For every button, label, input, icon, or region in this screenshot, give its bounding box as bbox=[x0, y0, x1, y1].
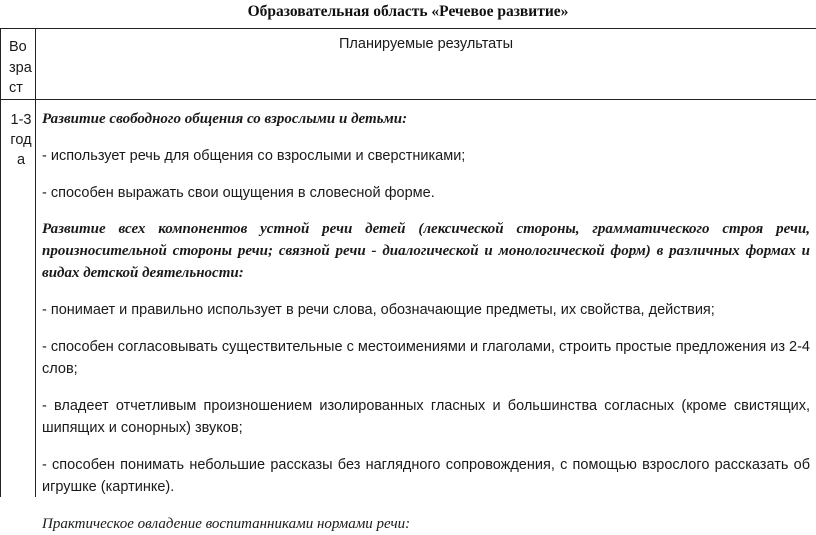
table-border-top bbox=[0, 28, 816, 29]
result-item: - способен выражать свои ощущения в словесной форме. bbox=[42, 185, 435, 201]
section-heading: Практическое овладение воспитанниками нормами речи: bbox=[42, 516, 411, 532]
row-results-cell bbox=[42, 108, 810, 535]
header-age-line: зра bbox=[9, 59, 32, 76]
header-results-cell: Планируемые результаты bbox=[339, 36, 513, 52]
section-heading: Развитие всех компонентов устной речи детей (лексической стороны, грамматического строя речи, произносительной стороны речи; связной речи - диалогической и монологической форм) в различных формах и видах детской деятельности: bbox=[42, 221, 810, 281]
results-table bbox=[0, 28, 816, 532]
row-age-line: год bbox=[10, 132, 32, 148]
result-item: - способен понимать небольшие рассказы без наглядного сопровождения, с помощью взрослого рассказать об игрушке (картинке). bbox=[42, 457, 810, 495]
page-title: Образовательная область «Речевое развитие» bbox=[247, 3, 569, 20]
header-age-line: Во bbox=[9, 39, 27, 55]
result-item: - использует речь для общения со взрослыми и сверстниками; bbox=[42, 148, 466, 164]
result-item: - владеет отчетливым произношением изолированных гласных и большинства согласных (кроме свистящих, шипящих и сонорных) звуков; bbox=[42, 398, 810, 436]
table-row-divider bbox=[0, 99, 816, 100]
row-age-line: а bbox=[16, 152, 26, 168]
section-heading: Развитие свободного общения со взрослыми и детьми: bbox=[42, 111, 408, 127]
header-age-cell bbox=[9, 37, 33, 99]
result-item: - понимает и правильно использует в речи слова, обозначающие предметы, их свойства, действия; bbox=[42, 302, 715, 318]
row-age-cell bbox=[8, 110, 34, 170]
row-age-line: 1-3 bbox=[10, 112, 32, 128]
result-item: - способен согласовывать существительные с местоимениями и глаголами, строить простые предложения из 2-4 слов; bbox=[42, 339, 810, 377]
header-age-line: ст bbox=[9, 80, 23, 96]
